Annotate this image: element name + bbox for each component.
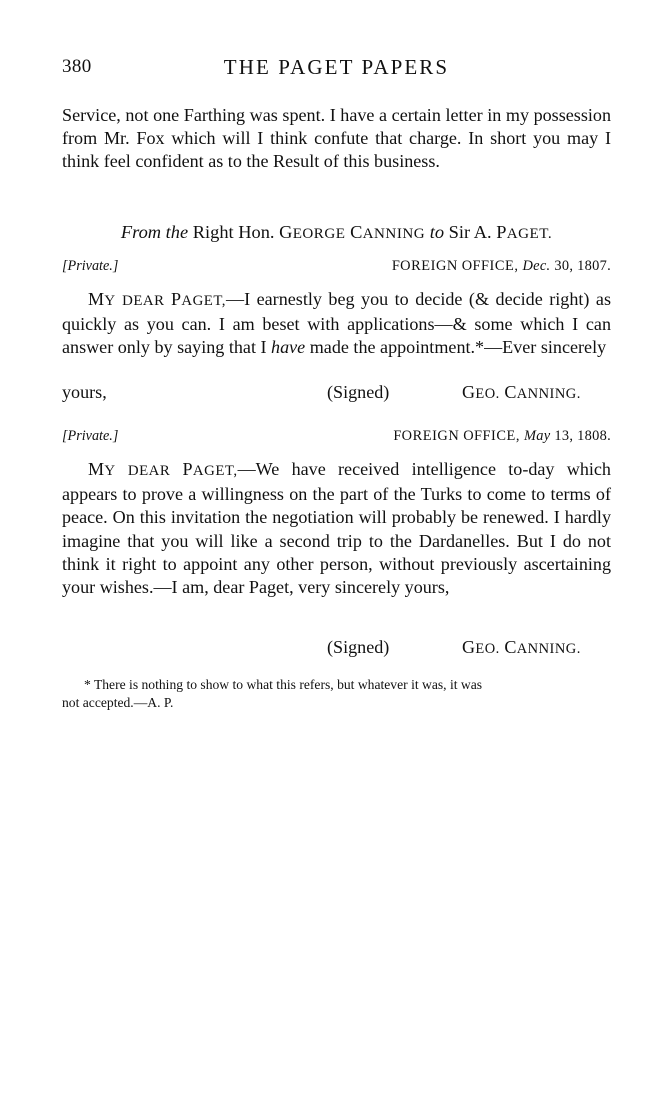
place-initial-2: F <box>393 428 402 444</box>
running-head <box>62 56 611 82</box>
date-month-1: Dec. <box>522 258 551 274</box>
salutation-my-rest-1: Y <box>104 293 116 309</box>
privacy-note-1: [Private.] <box>62 258 119 274</box>
letter-body-2 <box>62 458 611 599</box>
signer-first-rest-2: EO. <box>475 641 500 657</box>
heading-to-label: to <box>429 222 445 242</box>
salutation-name-initial-1: P <box>170 289 182 309</box>
heading-sender-last-initial: C <box>350 222 363 242</box>
letter-heading <box>62 222 611 243</box>
place-and-date-1 <box>392 258 611 275</box>
heading-from-label: From the <box>120 222 189 242</box>
signer-last-initial-1: C <box>504 382 517 402</box>
heading-sender-first-initial: G <box>279 222 293 242</box>
place-rest-1: OREIGN <box>400 258 458 274</box>
heading-sender-title: Right Hon. <box>192 222 275 242</box>
place-rest-2: OREIGN <box>401 428 460 444</box>
heading-sender-last-rest: ANNING <box>362 226 426 242</box>
letter-1-text-part2: made the appointment.*—Ever sincerely <box>305 337 607 358</box>
place-second-initial-2: O <box>463 428 474 444</box>
letter-2-text: —We have received intelligence to-day which appears to prove a willingness on the part of the Turks to come to terms of peace. On this invitation the negotiation will probably be renewed. I hardly imagine that you will like a second trip to the Dardanelles. But I do not think it right to appoint any other person, without previously ascertaining your wishes.—I am, dear Paget, very sincerely yours, <box>62 459 611 598</box>
heading-sender-first-rest: EORGE <box>292 226 346 242</box>
signed-label-1: (Signed) <box>327 382 390 402</box>
signature-line-2 <box>62 636 611 660</box>
privacy-note-2: [Private.] <box>62 428 119 444</box>
date-rest-2: 13, 1808. <box>554 428 611 444</box>
letter-2-paragraph <box>62 458 611 599</box>
signer-initial-2: G <box>462 637 476 657</box>
page-number: 380 <box>62 56 92 77</box>
place-initial-1: F <box>391 258 401 274</box>
letter-1-paragraph <box>62 288 611 360</box>
dateline-letter-1 <box>62 258 611 278</box>
footnote <box>62 676 611 711</box>
heading-recipient-prefix: Sir A. <box>448 222 492 242</box>
signature-line-1 <box>62 381 611 405</box>
signer-name-2 <box>462 636 581 661</box>
signer-first-rest-1: EO. <box>475 386 500 402</box>
signer-initial-1: G <box>462 382 476 402</box>
salutation-name-rest-2: AGET, <box>192 463 238 479</box>
letter-1-emphasis: have <box>271 337 306 358</box>
place-second-initial-1: O <box>461 258 473 274</box>
heading-recipient-rest: AGET. <box>506 226 553 242</box>
footnote-line-1 <box>62 676 611 694</box>
date-rest-1: 30, 1807. <box>554 258 611 274</box>
signer-last-rest-2: ANNING. <box>516 641 581 657</box>
salutation-name-rest-1: AGET, <box>181 293 226 309</box>
footnote-text-first: There is nothing to show to what this refers, but whatever it was, it was <box>90 677 483 692</box>
footnote-line-2: not accepted.—A. P. <box>62 694 174 710</box>
place-second-rest-2: FFICE, <box>473 428 521 444</box>
signer-last-initial-2: C <box>504 637 517 657</box>
place-and-date-2 <box>393 428 611 445</box>
salutation-my-initial-2: M <box>88 459 105 479</box>
salutation-name-initial-2: P <box>182 459 193 479</box>
salutation-dear-1: DEAR <box>122 293 165 309</box>
signed-label-2: (Signed) <box>327 637 390 657</box>
footnote-marker: * <box>84 677 91 692</box>
letter-body-1 <box>62 288 611 360</box>
heading-recipient-initial: P <box>496 222 507 242</box>
date-month-2: May <box>523 428 551 444</box>
running-title: THE PAGET PAPERS <box>223 55 450 79</box>
paragraph-text: Service, not one Farthing was spent. I have a certain letter in my possession from Mr. Fox which will I think confute that charge. In short you may I think feel confident as to the Result of this business. <box>62 105 611 172</box>
continued-paragraph <box>62 104 611 174</box>
closing-1: yours, <box>62 382 107 402</box>
place-second-rest-1: FFICE, <box>472 258 519 274</box>
salutation-my-initial-1: M <box>88 289 105 309</box>
salutation-dear-2: DEAR <box>127 463 171 479</box>
signer-name-1 <box>462 381 581 406</box>
salutation-my-rest-2: Y <box>104 463 116 479</box>
signer-last-rest-1: ANNING. <box>516 386 581 402</box>
dateline-letter-2 <box>62 428 611 448</box>
letter-1-text-part1: —I earnestly beg you to decide (& decide right) as quickly as you can. I am beset with applications—& some which I can answer only by saying that I <box>62 289 611 358</box>
